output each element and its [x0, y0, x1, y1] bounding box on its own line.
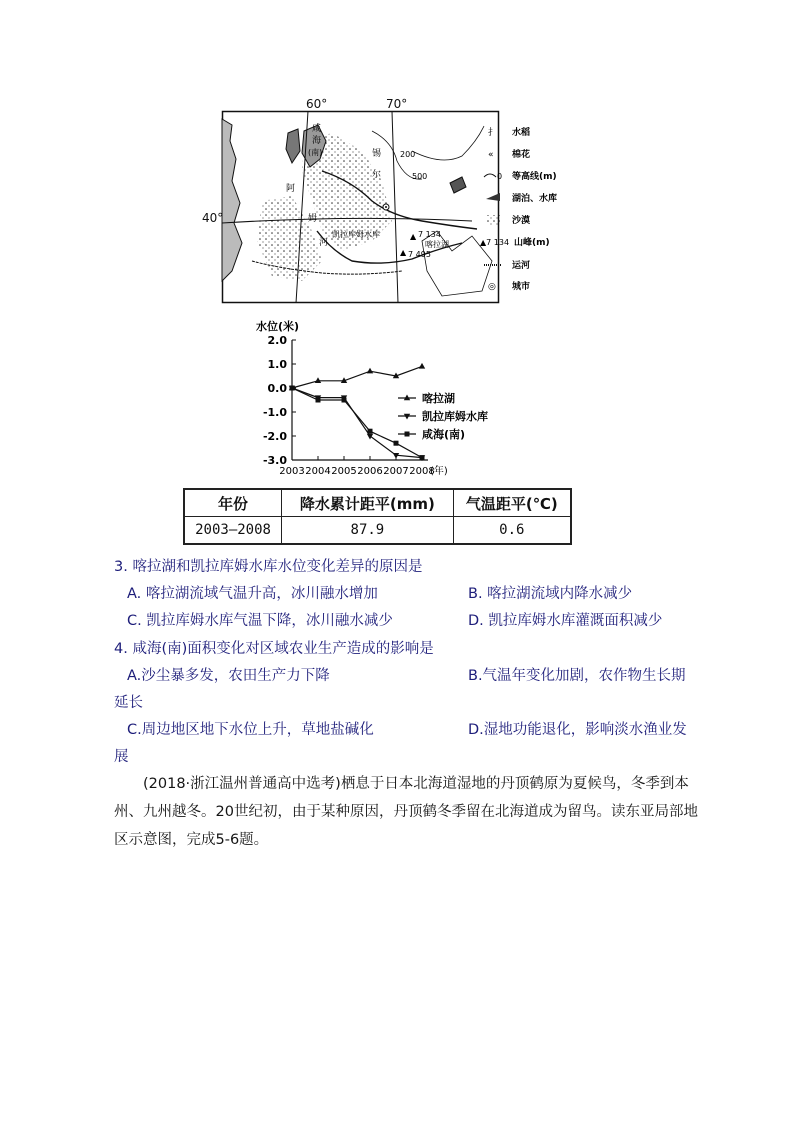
- city-icon: ◎: [488, 282, 496, 292]
- y-tick-label: 0.0: [267, 382, 287, 395]
- passage-line: (2018·浙江温州普通高中选考)栖息于日本北海道湿地的丹顶鹤原为夏候鸟，冬季到本: [143, 776, 689, 792]
- legend-label: 水稻: [512, 128, 531, 138]
- table-header: 降水累计距平(mm): [282, 489, 454, 517]
- label-peak2: 7 495: [408, 250, 431, 259]
- legend-label: 山峰(m): [514, 238, 550, 248]
- svg-text:«: «: [488, 150, 494, 160]
- label-reservoir: 凯拉库姆水库: [332, 230, 380, 239]
- peak-symbol: ▲: [410, 232, 417, 241]
- legend-label: 湖泊、水库: [512, 194, 558, 204]
- label-karakul: 喀拉湖: [425, 240, 449, 249]
- table-header: 气温距平(℃): [453, 489, 571, 517]
- climate-table: [183, 488, 572, 545]
- passage-line: 区示意图，完成5-6题。: [114, 832, 269, 848]
- map-figure: [202, 97, 558, 303]
- label-he: 河: [319, 238, 329, 248]
- legend-marker: [404, 414, 410, 420]
- q4-option-b-cont: 延长: [114, 695, 143, 711]
- data-point: [420, 455, 425, 460]
- x-axis-label: (年): [430, 466, 448, 477]
- y-tick-label: -2.0: [262, 430, 287, 443]
- svg-text:⺘: ⺘: [488, 128, 498, 138]
- q3-option-b[interactable]: B. 喀拉湖流域内降水减少: [468, 586, 633, 602]
- q4-option-b[interactable]: B.气温年变化加剧，农作物生长期: [468, 668, 686, 684]
- q4-option-a[interactable]: A.沙尘暴多发，农田生产力下降: [127, 668, 330, 684]
- desert-icon: [486, 215, 500, 225]
- x-tick-label: 2004: [305, 466, 331, 477]
- contour-label-500: 500: [412, 172, 428, 181]
- data-point: [290, 386, 295, 391]
- lon-label-60: 60°: [306, 97, 328, 111]
- label-hai: 海: [312, 136, 322, 146]
- x-tick-label: 2005: [331, 466, 357, 477]
- x-tick-label: 2006: [357, 466, 383, 477]
- question-3-title: 3. 喀拉湖和凯拉库姆水库水位变化差异的原因是: [114, 559, 423, 575]
- table-row: [184, 517, 571, 545]
- legend-label: 沙漠: [512, 216, 531, 226]
- svg-text:0: 0: [497, 172, 503, 181]
- water-level-chart: [248, 318, 488, 484]
- table-cell: 0.6: [453, 517, 571, 545]
- legend-label: 运河: [512, 261, 531, 271]
- y-tick-label: 2.0: [267, 334, 287, 347]
- legend-label: 喀拉湖: [422, 392, 455, 405]
- legend-label: 凯拉库姆水库: [422, 410, 488, 423]
- q3-option-c[interactable]: C. 凯拉库姆水库气温下降，冰川融水减少: [127, 613, 393, 629]
- legend-marker: [405, 432, 410, 437]
- x-tick-label: 2003: [279, 466, 305, 477]
- table-header: 年份: [184, 489, 282, 517]
- legend-label: 等高线(m): [512, 172, 557, 182]
- contour-label-200: 200: [400, 150, 416, 159]
- map-svg: [222, 111, 558, 303]
- legend-marker: [404, 395, 410, 401]
- q4-option-d-cont: 展: [114, 749, 129, 765]
- q4-option-c[interactable]: C.周边地区地下水位上升，草地盐碱化: [127, 722, 374, 738]
- chart-svg: [248, 318, 488, 484]
- data-point: [367, 434, 373, 440]
- legend-label: 棉花: [512, 150, 531, 160]
- data-point: [394, 441, 399, 446]
- y-tick-label: -1.0: [262, 406, 287, 419]
- y-tick-label: 1.0: [267, 358, 287, 371]
- data-point: [368, 429, 373, 434]
- y-tick-label: -3.0: [262, 454, 287, 467]
- data-point: [367, 368, 373, 374]
- peak-symbol-2: ▲: [400, 248, 407, 257]
- x-tick-label: 2007: [383, 466, 409, 477]
- legend-label: 城市: [512, 282, 531, 292]
- label-peak1: 7 134: [418, 230, 441, 239]
- label-mu: 姆: [308, 214, 318, 224]
- label-a: 阿: [286, 184, 296, 194]
- lon-label-70: 70°: [386, 97, 408, 111]
- lat-label-40: 40°: [202, 211, 224, 225]
- table-cell: 87.9: [282, 517, 454, 545]
- label-xian: 咸: [312, 124, 322, 134]
- data-point: [315, 377, 321, 383]
- table-cell: 2003—2008: [184, 517, 282, 545]
- label-er: 尔: [372, 170, 382, 180]
- data-point: [316, 398, 321, 403]
- data-point: [342, 398, 347, 403]
- series-line: [292, 366, 422, 388]
- x-tick-label: 2008: [409, 466, 435, 477]
- legend-label: 咸海(南): [422, 428, 466, 441]
- label-xi: 锡: [372, 149, 382, 159]
- q3-option-a[interactable]: A. 喀拉湖流域气温升高，冰川融水增加: [127, 586, 378, 602]
- label-nan: (南): [308, 148, 323, 157]
- y-axis-label: 水位(米): [256, 320, 300, 333]
- data-point: [419, 363, 425, 369]
- passage-line: 州、九州越冬。20世纪初，由于某种原因，丹顶鹤冬季留在北海道成为留鸟。读东亚局部地: [114, 804, 698, 820]
- table-header-row: [184, 489, 571, 517]
- q3-option-d[interactable]: D. 凯拉库姆水库灌溉面积减少: [468, 613, 663, 629]
- q4-option-d[interactable]: D.湿地功能退化，影响淡水渔业发: [468, 722, 687, 738]
- peak-icon: ▲7 134: [480, 238, 510, 247]
- question-4-title: 4. 咸海(南)面积变化对区域农业生产造成的影响是: [114, 641, 434, 657]
